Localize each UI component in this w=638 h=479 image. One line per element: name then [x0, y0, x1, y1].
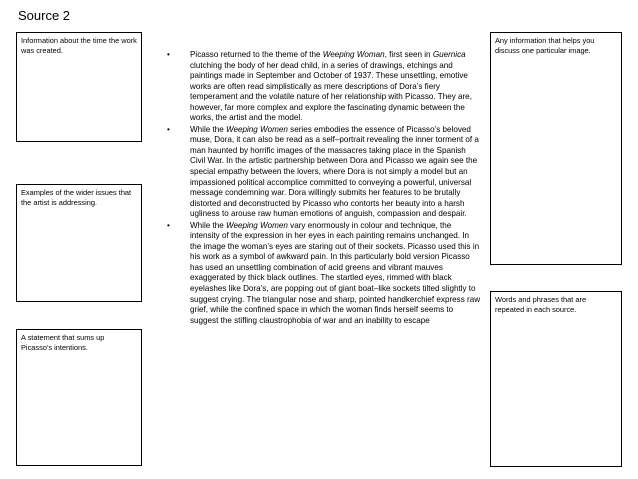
bullet-paragraph-2: • While the Weeping Women series embodies the essence of Picasso’s beloved muse, Dora, it can also be read as a self–portrait revealing the inner torment of a man haunted by horrific images of the massacres taking place in the Spanish Civil War. In the artistic partnership between Dora and Picasso we again see the special empathy between the lovers, where Dora is not simply a model but an impassioned political accomplice committed to conveying a powerful, universal message condemning war. Dora willingly submits her features to be brutally distorted and deconstructed by Picasso who contorts her beauty into a harsh ugliness to arouse raw human emotions of anguish, compassion and despair. — [167, 124, 479, 219]
time-context-label: Information about the time the work was created. — [21, 36, 137, 55]
intentions-statement-label: A statement that sums up Picasso’s intentions. — [21, 333, 105, 352]
bullet-paragraph-1: • Picasso returned to the theme of the Weeping Woman, first seen in Guernica clutching the body of her dead child, in a series of drawings, etchings and paintings made in September and October of 1937. These unsettling, emotive works are often read simplistically as mere descriptions of Dora’s fiery temperament and the volatile nature of her relationship with Picasso. They are, however, far more complex and explore the fascinating dynamic between the works, the artist and the model. — [167, 50, 472, 123]
repeated-words-box[interactable] — [490, 291, 622, 467]
image-discussion-box[interactable] — [490, 32, 622, 265]
bullet-dot: • — [167, 50, 170, 59]
bullet-dot: • — [167, 220, 170, 230]
wider-issues-label: Examples of the wider issues that the artist is addressing. — [21, 188, 132, 207]
page-title: Source 2 — [18, 8, 71, 23]
bullet-dot: • — [167, 124, 170, 134]
image-discussion-label: Any information that helps you discuss one particular image. — [495, 36, 595, 55]
source-text — [162, 50, 482, 327]
intentions-statement-box[interactable] — [16, 329, 142, 466]
wider-issues-box[interactable] — [16, 184, 142, 302]
repeated-words-label: Words and phrases that are repeated in each source. — [495, 295, 587, 314]
time-context-box[interactable] — [16, 32, 142, 142]
bullet-paragraph-3: • While the Weeping Women vary enormously in colour and technique, the intensity of the expression in her eyes in each painting remains unchanged. In the image the woman’s eyes are staring out of their sockets. Picasso used this in his work as a symbol of awkward pain. In this particularly bold version Picasso has used an unsettling combination of acid greens and vibrant mauves exaggerated by thick black outlines. The startled eyes, rimmed with black eyelashes like Dora’s, are popping out of giant boat–like sockets tilted slightly to suggest crying. The triangular nose and sharp, pointed handkerchief express raw grief, while the confined space in which the woman finds herself seems to suggest the stifling claustrophobia of war and an inability to escape — [167, 220, 481, 325]
